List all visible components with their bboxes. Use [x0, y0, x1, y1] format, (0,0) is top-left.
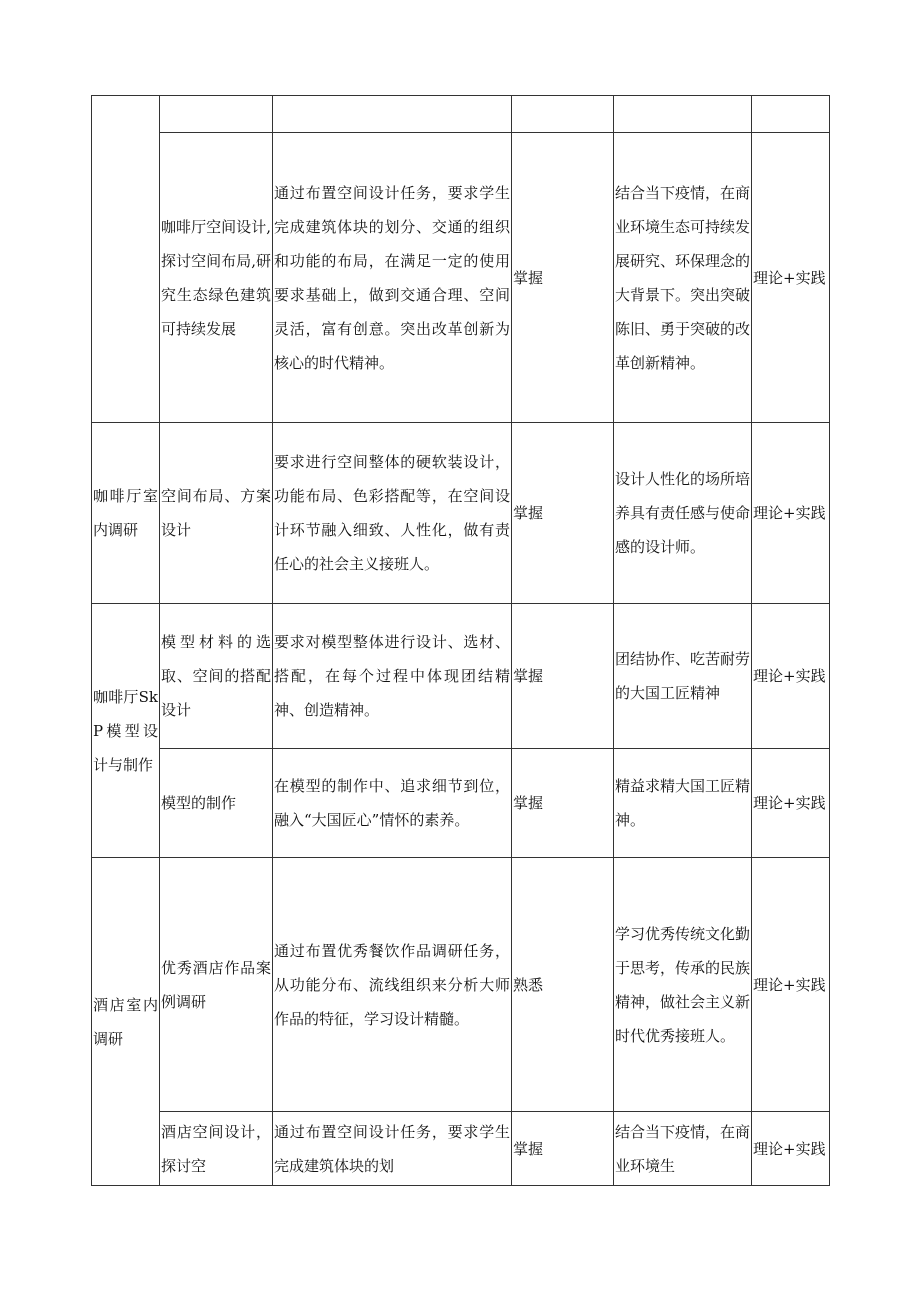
- level-cell: [512, 96, 614, 133]
- table-row: [92, 96, 830, 133]
- table-row: [92, 749, 830, 858]
- method-cell: 理论+实践: [752, 423, 830, 604]
- ideology-cell: 精益求精大国工匠精神。: [614, 749, 752, 858]
- task-cell: 酒店空间设计，探讨空: [160, 1112, 273, 1186]
- ideology-cell: 学习优秀传统文化勤于思考，传承的民族精神，做社会主义新时代优秀接班人。: [614, 858, 752, 1112]
- ideology-cell: 结合当下疫情，在商业环境生态可持续发展研究、环保理念的大背景下。突出突破陈旧、勇于突破的改革创新精神。: [614, 133, 752, 423]
- method-cell: 理论+实践: [752, 133, 830, 423]
- level-cell: 熟悉: [512, 858, 614, 1112]
- requirement-cell: 在模型的制作中、追求细节到位，融入“大国匠心”情怀的素养。: [273, 749, 512, 858]
- method-cell: 理论+实践: [752, 858, 830, 1112]
- module-cell: 咖啡厅室内调研: [92, 423, 160, 604]
- method-cell: [752, 96, 830, 133]
- requirement-cell: 要求进行空间整体的硬软装设计，功能布局、色彩搭配等，在空间设计环节融入细致、人性化，做有责任心的社会主义接班人。: [273, 423, 512, 604]
- module-cell: 酒店室内调研: [92, 858, 160, 1186]
- table-row: [92, 423, 830, 604]
- table-row: [92, 133, 830, 423]
- table-row: [92, 604, 830, 749]
- task-cell: 模型的制作: [160, 749, 273, 858]
- task-cell: 咖啡厅空间设计,探讨空间布局,研究生态绿色建筑可持续发展: [160, 133, 273, 423]
- ideology-cell: 结合当下疫情，在商业环境生: [614, 1112, 752, 1186]
- task-cell: [160, 96, 273, 133]
- module-cell: [92, 96, 160, 423]
- module-cell: 咖啡厅SkP模型设计与制作: [92, 604, 160, 858]
- level-cell: 掌握: [512, 423, 614, 604]
- task-cell: 优秀酒店作品案例调研: [160, 858, 273, 1112]
- level-cell: 掌握: [512, 1112, 614, 1186]
- requirement-cell: 通过布置空间设计任务，要求学生完成建筑体块的划分、交通的组织和功能的布局，在满足一定的使用要求基础上，做到交通合理、空间灵活，富有创意。突出改革创新为核心的时代精神。: [273, 133, 512, 423]
- level-cell: 掌握: [512, 749, 614, 858]
- curriculum-table: [91, 95, 830, 1186]
- level-cell: 掌握: [512, 604, 614, 749]
- method-cell: 理论+实践: [752, 1112, 830, 1186]
- table-row: [92, 1112, 830, 1186]
- task-cell: 空间布局、方案设计: [160, 423, 273, 604]
- ideology-cell: 团结协作、吃苦耐劳的大国工匠精神: [614, 604, 752, 749]
- level-cell: 掌握: [512, 133, 614, 423]
- table-row: [92, 858, 830, 1112]
- requirement-cell: [273, 96, 512, 133]
- method-cell: 理论+实践: [752, 604, 830, 749]
- requirement-cell: 要求对模型整体进行设计、选材、搭配，在每个过程中体现团结精神、创造精神。: [273, 604, 512, 749]
- requirement-cell: 通过布置空间设计任务，要求学生完成建筑体块的划: [273, 1112, 512, 1186]
- requirement-cell: 通过布置优秀餐饮作品调研任务，从功能分布、流线组织来分析大师作品的特征，学习设计精髓。: [273, 858, 512, 1112]
- method-cell: 理论+实践: [752, 749, 830, 858]
- ideology-cell: [614, 96, 752, 133]
- task-cell: 模型材料的选取、空间的搭配设计: [160, 604, 273, 749]
- ideology-cell: 设计人性化的场所培养具有责任感与使命感的设计师。: [614, 423, 752, 604]
